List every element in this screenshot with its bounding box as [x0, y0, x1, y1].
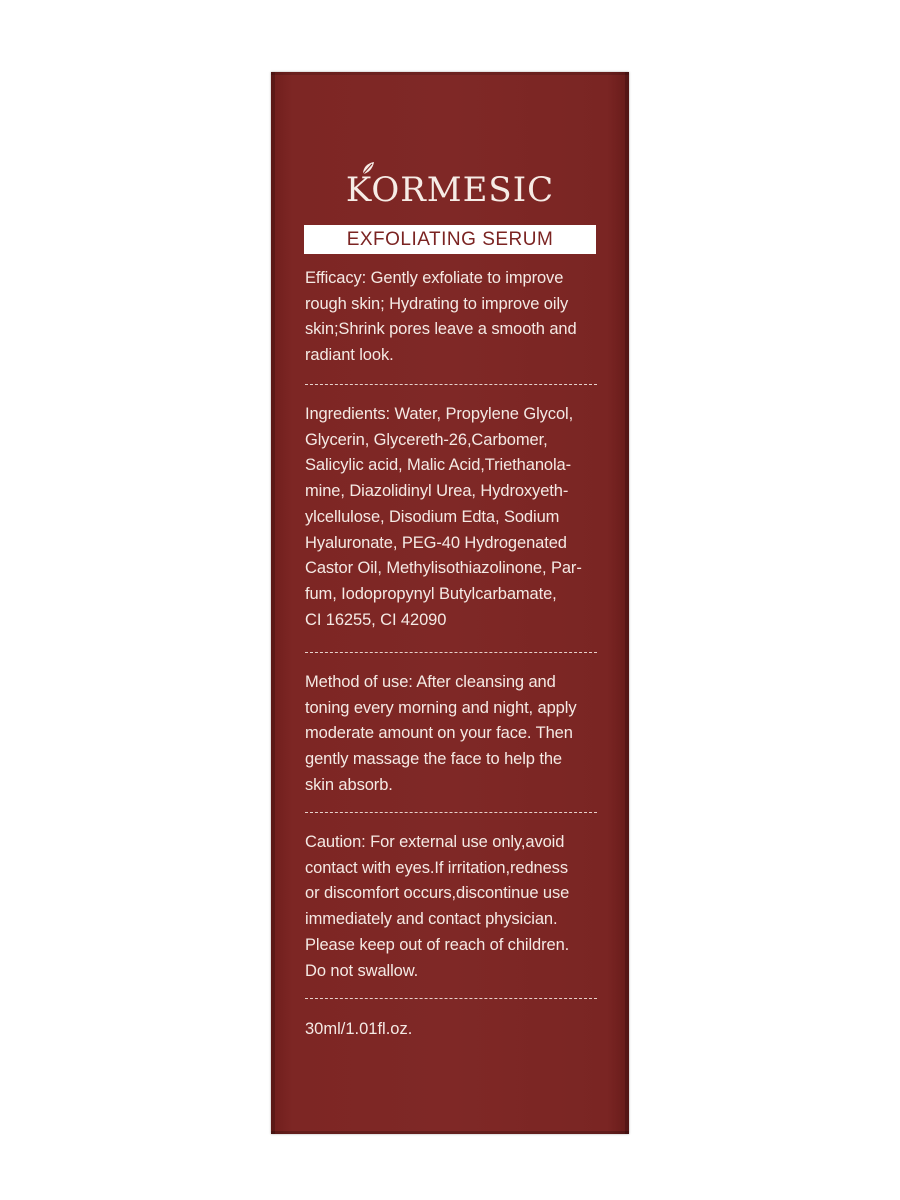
method-line: moderate amount on your face. Then — [305, 724, 573, 743]
method-line: toning every morning and night, apply — [305, 698, 577, 717]
caution-line: Caution: For external use only,avoid — [305, 833, 565, 851]
efficacy-line: rough skin; Hydrating to improve oily — [305, 294, 569, 313]
caution-line: Please keep out of reach of children. — [305, 935, 570, 954]
dashed-divider — [305, 384, 597, 385]
caution-line: Do not swallow. — [305, 961, 419, 980]
method-line: skin absorb. — [305, 775, 393, 794]
ingredients-line: Glycerin, Glycereth-26,Carbomer, — [305, 430, 548, 449]
product-name-banner: EXFOLIATING SERUM — [304, 225, 596, 254]
ingredients-line: Ingredients: Water, Propylene Glycol, — [305, 405, 574, 423]
ingredients-line: mine, Diazolidinyl Urea, Hydroxyeth- — [305, 482, 569, 501]
ingredients-section — [305, 402, 601, 633]
caution-line: immediately and contact physician. — [305, 910, 558, 929]
volume-label: 30ml/1.01fl.oz. — [305, 1020, 413, 1038]
box-edge-right — [625, 72, 629, 1134]
ingredients-line: CI 16255, CI 42090 — [305, 610, 447, 629]
efficacy-line: skin;Shrink pores leave a smooth and — [305, 320, 577, 339]
ingredients-line: ylcellulose, Disodium Edta, Sodium — [305, 507, 560, 526]
dashed-divider — [305, 998, 597, 999]
caution-line: or discomfort occurs,discontinue use — [305, 884, 570, 903]
efficacy-section — [305, 266, 601, 369]
brand-logo: KORMESIC — [345, 170, 555, 210]
dashed-divider — [305, 812, 597, 813]
box-edge-bottom — [271, 1131, 629, 1134]
method-line: gently massage the face to help the — [305, 750, 563, 769]
box-edge-top — [271, 72, 629, 75]
ingredients-line: Salicylic acid, Malic Acid,Triethanola- — [305, 456, 572, 475]
caution-line: contact with eyes.If irritation,redness — [305, 858, 568, 877]
ingredients-line: Castor Oil, Methylisothiazolinone, Par- — [305, 559, 582, 578]
dashed-divider — [305, 652, 597, 653]
method-line: Method of use: After cleansing and — [305, 673, 556, 691]
method-section — [305, 670, 601, 799]
ingredients-line: fum, Iodopropynyl Butylcarbamate, — [305, 584, 557, 603]
efficacy-line: Efficacy: Gently exfoliate to improve — [305, 269, 564, 287]
box-edge-left — [271, 72, 275, 1134]
ingredients-line: Hyaluronate, PEG-40 Hydrogenated — [305, 533, 567, 552]
efficacy-line: radiant look. — [305, 346, 394, 365]
caution-section — [305, 830, 601, 984]
